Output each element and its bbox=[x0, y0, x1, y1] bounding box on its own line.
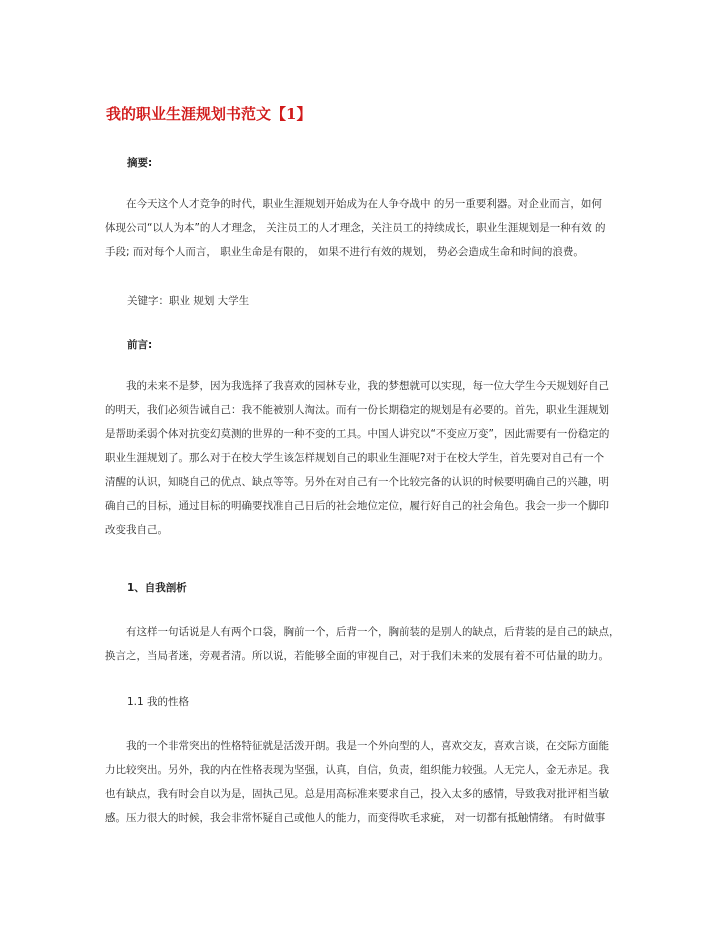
abstract-heading: 摘要: bbox=[127, 157, 153, 169]
paragraph-line: 手段; 而对每个人而言， 职业生命是有限的， 如果不进行有效的规划， 势必会造成生命和时间的浪费。 bbox=[105, 246, 584, 258]
personality-paragraph bbox=[105, 734, 637, 830]
paragraph-line: 体现公司“以人为本”的人才理念， 关注员工的人才理念，关注员工的持续成长，职业生涯规划是一种有效 的 bbox=[105, 222, 606, 234]
subsection-heading-personality: 1.1 我的性格 bbox=[127, 696, 190, 708]
self-analysis-paragraph bbox=[105, 620, 637, 668]
paragraph-line: 清醒的认识，知晓自己的优点、缺点等等。另外在对自己有一个比较完备的认识的时候要明确自己的兴趣，明 bbox=[105, 476, 609, 488]
paragraph-line: 也有缺点，我有时会自以为是，固执己见。总是用高标准来要求自己，投入太多的感情，导致我对批评相当敏 bbox=[105, 788, 609, 800]
paragraph-line: 确自己的目标，通过目标的明确要找准自己日后的社会地位定位，履行好自己的社会角色。我会一步一个脚印 bbox=[105, 500, 609, 512]
paragraph-line: 职业生涯规划了。那么对于在校大学生该怎样规划自己的职业生涯呢?对于在校大学生，首先要对自己有一个 bbox=[105, 452, 605, 464]
section-heading-self-analysis: 1、自我剖析 bbox=[127, 582, 187, 594]
paragraph-line: 换言之，当局者迷，旁观者清。所以说，若能够全面的审视自己，对于我们未来的发展有着不可估量的助力。 bbox=[105, 650, 609, 662]
keywords-line: 关键字：职业 规划 大学生 bbox=[127, 295, 250, 307]
paragraph-line: 在今天这个人才竞争的时代，职业生涯规划开始成为在人争夺战中 的另一重要利器。对企业而言，如何 bbox=[126, 198, 602, 210]
paragraph-line: 是帮助柔弱个体对抗变幻莫测的世界的一种不变的工具。中国人讲究以“不变应万变”，因此需要有一份稳定的 bbox=[105, 428, 610, 440]
paragraph-line: 我的一个非常突出的性格特征就是活泼开朗。我是一个外向型的人，喜欢交友，喜欢言谈，在交际方面能 bbox=[126, 740, 609, 752]
paragraph-line: 改变我自己。 bbox=[105, 524, 168, 536]
abstract-paragraph bbox=[105, 192, 637, 264]
paragraph-line: 力比较突出。另外，我的内在性格表现为坚强，认真，自信，负责，组织能力较强。人无完人，金无赤足。我 bbox=[105, 764, 609, 776]
paragraph-line: 我的未来不是梦，因为我选择了我喜欢的园林专业，我的梦想就可以实现，每一位大学生今天规划好自己 bbox=[126, 380, 609, 392]
paragraph-line: 有这样一句话说是人有两个口袋，胸前一个，后背一个，胸前装的是别人的缺点，后背装的是自己的缺点， bbox=[126, 626, 620, 638]
paragraph-line: 感。压力很大的时候，我会非常怀疑自己或他人的能力，而变得吹毛求疵， 对一切都有抵触情绪。 有时做事 bbox=[105, 812, 606, 824]
paragraph-line: 的明天，我们必须告诫自己：我不能被别人淘汰。而有一份长期稳定的规划是有必要的。首先，职业生涯规划 bbox=[105, 404, 609, 416]
preface-paragraph bbox=[105, 374, 637, 542]
document-title: 我的职业生涯规划书范文【1】 bbox=[106, 105, 312, 123]
preface-heading: 前言: bbox=[127, 339, 153, 351]
